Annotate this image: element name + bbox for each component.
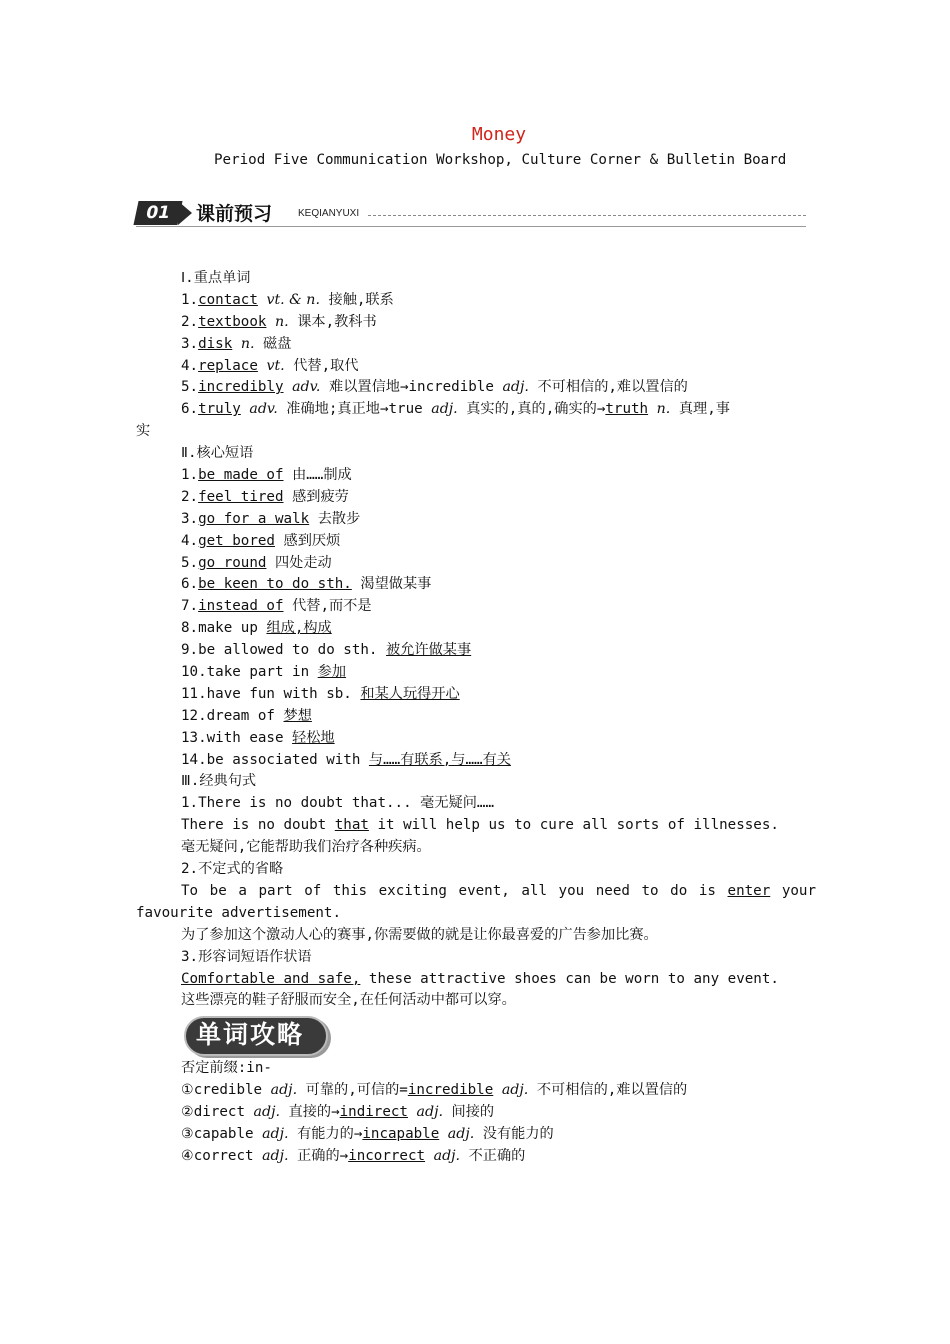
word-item-2 — [136, 312, 816, 334]
item-mark: ② — [181, 1104, 194, 1121]
item-negative: incredible — [407, 1082, 494, 1099]
document-content — [136, 268, 816, 1168]
sentence-1-chinese: 毫无疑问,它能帮助我们治疗各种疾病。 — [181, 839, 431, 856]
item-phrase: go round — [198, 554, 267, 571]
item-negative: indirect — [339, 1104, 408, 1121]
word-item-6 — [136, 399, 816, 421]
item-number: 5. — [181, 554, 199, 571]
item-phrase: be keen to do sth. — [198, 576, 352, 593]
item-meaning: 代替,而不是 — [292, 598, 372, 615]
item-phrase: go for a walk — [198, 510, 310, 527]
phrase-item-12 — [136, 706, 816, 728]
item-phrase: get bored — [198, 532, 275, 549]
document-subtitle: Period Five Communication Workshop, Culture Corner & Bulletin Board — [214, 152, 787, 168]
item-meaning: 感到疲劳 — [292, 488, 349, 505]
item-pos: n. — [274, 313, 289, 330]
item-number: 13. — [181, 729, 207, 746]
item-meaning2: 没有能力的 — [482, 1125, 554, 1142]
item-number: 6. — [181, 401, 199, 418]
item-pos2: adj. — [501, 1082, 529, 1099]
item-number: 4. — [181, 357, 199, 374]
item-meaning2: 不正确的 — [468, 1147, 526, 1164]
banner-dashed-rule — [368, 215, 806, 216]
word-item-5 — [136, 377, 816, 399]
phrase-item-10 — [136, 662, 816, 684]
phrase-item-3 — [136, 509, 816, 531]
banner-pinyin: KEQIANYUXI — [298, 208, 360, 219]
item-word: contact — [198, 291, 258, 308]
word-item-3 — [136, 334, 816, 356]
item-base: direct — [193, 1104, 245, 1121]
item-number: 2. — [181, 488, 199, 505]
item-number: 6. — [181, 576, 199, 593]
item-number: 1. — [181, 291, 199, 308]
phrase-item-13 — [136, 728, 816, 750]
item-word: replace — [198, 357, 258, 374]
item-number: 10. — [181, 664, 207, 681]
item-meaning: 和某人玩得开心 — [360, 685, 460, 702]
item-pos: adv. — [249, 401, 278, 418]
item-number: 9. — [181, 642, 199, 659]
phrase-item-4 — [136, 531, 816, 553]
item-meaning2: 间接的 — [451, 1104, 495, 1121]
item-meaning: 梦想 — [283, 707, 312, 724]
item-negative: incorrect — [348, 1147, 426, 1164]
item-word: incredibly — [198, 379, 284, 396]
item-negative: incapable — [362, 1125, 440, 1142]
item-phrase: make up — [198, 620, 258, 637]
strategy-intro: 否定前缀:in- — [181, 1060, 272, 1077]
phrase-item-14 — [136, 750, 816, 772]
banner-arrow-icon — [178, 201, 192, 225]
sentence-3-english: Comfortable and safe, these attractive shoes can be worn to any event. — [181, 970, 779, 987]
item-meaning: 正确的→ — [297, 1147, 349, 1164]
item-number: 7. — [181, 598, 199, 615]
document-title: Money — [471, 124, 527, 145]
item-meaning: 渴望做某事 — [360, 576, 432, 593]
item-word: textbook — [198, 313, 267, 330]
word-strategy-badge — [184, 1016, 334, 1056]
item-base: credible — [193, 1082, 263, 1099]
item-meaning2: 不可相信的,难以置信的 — [537, 379, 688, 396]
item-meaning: 由……制成 — [292, 467, 352, 484]
item-meaning: 代替,取代 — [293, 357, 359, 374]
item-number: 8. — [181, 620, 199, 637]
item-pos2: adj. — [447, 1125, 475, 1142]
item-pos2: adj. — [416, 1104, 443, 1121]
item-number: 1. — [181, 467, 199, 484]
item-meaning: 接触,联系 — [328, 291, 394, 308]
phrase-item-5 — [136, 553, 816, 575]
item-meaning: 轻松地 — [292, 729, 335, 746]
item-word: truly — [198, 401, 241, 418]
item-pos: vt. & n. — [266, 291, 320, 308]
banner-number: 01 — [133, 201, 182, 225]
item-pos: adj. — [253, 1104, 280, 1121]
item-pos3: n. — [656, 401, 671, 418]
phrase-item-11 — [136, 684, 816, 706]
phrase-item-7 — [136, 596, 816, 618]
section-heading-phrases: Ⅱ.核心短语 — [181, 445, 254, 462]
item-phrase: be associated with — [206, 751, 361, 768]
section-heading-words: Ⅰ.重点单词 — [181, 270, 251, 286]
item-mark: ① — [181, 1082, 194, 1099]
item-meaning3: 真理,事 — [678, 401, 730, 418]
item-number: 2. — [181, 313, 199, 330]
item-mark: ④ — [181, 1147, 194, 1164]
sentence-2-chinese: 为了参加这个激动人心的赛事,你需要做的就是让你最喜爱的广告参加比赛。 — [181, 926, 658, 943]
sentence-2-title: 2.不定式的省略 — [181, 861, 284, 878]
phrase-item-2 — [136, 487, 816, 509]
item-meaning: 可靠的,可信的= — [305, 1082, 408, 1099]
item-phrase: with ease — [206, 729, 284, 746]
sentence-2-english: To be a part of this exciting event, all you need to do is enter your — [181, 882, 817, 899]
item-word2: truth — [605, 401, 649, 418]
item-meaning: 难以置信地→incredible — [329, 379, 494, 396]
item-number: 12. — [181, 707, 207, 724]
phrase-item-9 — [136, 640, 816, 662]
banner-label: 课前预习 — [196, 203, 273, 225]
item-pos: adj. — [262, 1147, 289, 1164]
item-meaning: 与……有联系,与……有关 — [368, 751, 511, 768]
item-number: 5. — [181, 379, 199, 396]
sentence-2-english-wrap: favourite advertisement. — [136, 904, 341, 921]
word-item-1 — [136, 290, 816, 312]
section-banner — [136, 199, 806, 231]
banner-base-rule — [136, 226, 806, 227]
sentence-1-english: There is no doubt that it will help us to cure all sorts of illnesses. — [181, 817, 779, 834]
item-meaning: 参加 — [317, 664, 347, 681]
item-phrase: dream of — [206, 707, 275, 724]
item-pos: n. — [240, 335, 255, 352]
item-meaning2: 不可相信的,难以置信的 — [536, 1082, 688, 1099]
word-strategy-label: 单词攻略 — [196, 1020, 305, 1050]
word-item-4 — [136, 356, 816, 378]
phrase-item-6 — [136, 574, 816, 596]
item-number: 11. — [181, 685, 207, 702]
item-base: capable — [193, 1125, 254, 1142]
item-phrase: take part in — [206, 664, 310, 681]
phrase-item-1 — [136, 465, 816, 487]
item-word: disk — [198, 335, 233, 352]
item-mark: ③ — [181, 1125, 194, 1142]
item-meaning: 被允许做某事 — [386, 642, 472, 659]
item-meaning: 直接的→ — [288, 1104, 340, 1121]
item-number: 14. — [181, 751, 207, 768]
item-number: 3. — [181, 510, 199, 527]
item-phrase: have fun with sb. — [206, 685, 352, 702]
item-meaning: 四处走动 — [274, 554, 332, 571]
sentence-1-title: 1.There is no doubt that... 毫无疑问…… — [181, 795, 494, 812]
strategy-item-3 — [136, 1124, 816, 1146]
item-pos2: adj. — [502, 379, 529, 396]
item-meaning: 组成,构成 — [266, 620, 332, 637]
item-meaning: 有能力的→ — [297, 1125, 363, 1142]
item-phrase: be allowed to do sth. — [198, 642, 378, 659]
item-meaning: 课本,教科书 — [297, 313, 377, 330]
item-pos: vt. — [266, 357, 285, 374]
item-pos: adj. — [262, 1125, 289, 1142]
section-heading-sentences: Ⅲ.经典句式 — [181, 773, 257, 790]
phrase-item-8 — [136, 618, 816, 640]
item-meaning2: 真实的,真的,确实的→ — [466, 401, 606, 418]
item-phrase: be made of — [198, 467, 284, 484]
item-pos2: adj. — [433, 1147, 461, 1164]
item-number: 3. — [181, 335, 199, 352]
strategy-item-1 — [136, 1080, 816, 1102]
item-base: correct — [193, 1147, 254, 1164]
item-pos2: adj. — [431, 401, 458, 418]
item-meaning: 感到厌烦 — [283, 532, 341, 549]
strategy-item-4 — [136, 1146, 816, 1168]
item-pos: adv. — [292, 379, 321, 396]
item-pos: adj. — [270, 1082, 298, 1099]
item-meaning: 准确地;真正地→true — [286, 401, 423, 418]
sentence-3-chinese: 这些漂亮的鞋子舒服而安全,在任何活动中都可以穿。 — [181, 992, 516, 1009]
word-6-wrap: 实 — [136, 423, 151, 440]
item-meaning: 去散步 — [317, 510, 361, 527]
sentence-3-title: 3.形容词短语作状语 — [181, 948, 312, 965]
item-phrase: instead of — [198, 598, 284, 615]
item-meaning: 磁盘 — [263, 335, 292, 352]
item-number: 4. — [181, 532, 199, 549]
item-phrase: feel tired — [198, 488, 284, 505]
strategy-item-2 — [136, 1102, 816, 1124]
